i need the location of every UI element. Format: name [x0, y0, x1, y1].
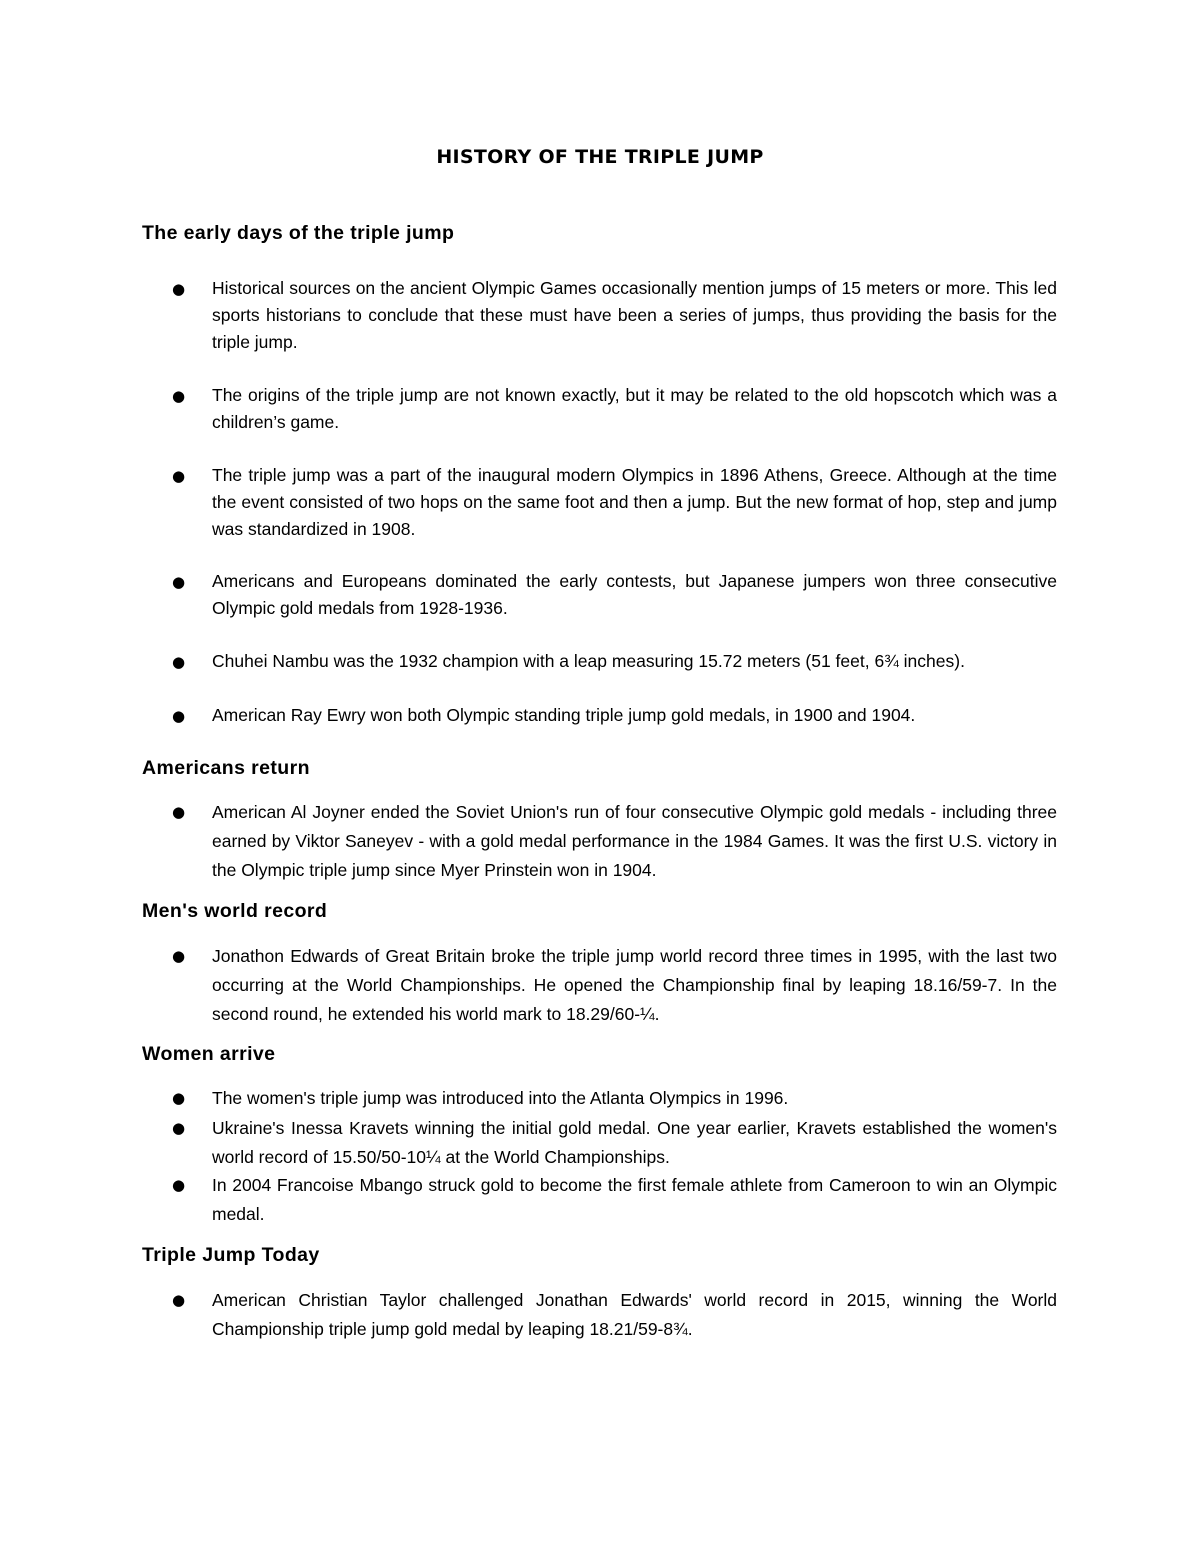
section-heading-americans-return: Americans return	[142, 757, 310, 779]
bullet-icon: ●	[172, 1119, 186, 1137]
section-heading-women-arrive: Women arrive	[142, 1043, 276, 1065]
bullet-icon: ●	[172, 947, 186, 965]
bullet-icon: ●	[172, 467, 186, 485]
list-item: Historical sources on the ancient Olympic Games occasionally mention jumps of 15 meters or more. This led sports historians to conclude that these must have been a series of jumps, thus providing the basis for the triple jump.	[212, 278, 1057, 352]
list-item: The triple jump was a part of the inaugural modern Olympics in 1896 Athens, Greece. Although at the time the event consisted of two hops on the same foot and then a jump. But the new format of hop, step and jump was standardized in 1908.	[212, 465, 1057, 539]
list-item: Ukraine's Inessa Kravets winning the initial gold medal. One year earlier, Kravets established the women's world record of 15.50/50-10¼ at the World Championships.	[212, 1118, 1057, 1167]
list-item: American Ray Ewry won both Olympic standing triple jump gold medals, in 1900 and 1904.	[212, 705, 916, 725]
bullet-icon: ●	[172, 1291, 186, 1309]
bullet-icon: ●	[172, 707, 186, 725]
bullet-icon: ●	[172, 1176, 186, 1194]
section-heading-early-days: The early days of the triple jump	[142, 222, 455, 244]
bullet-icon: ●	[172, 1089, 186, 1107]
list-item: In 2004 Francoise Mbango struck gold to become the first female athlete from Cameroon to win an Olympic medal.	[212, 1175, 1057, 1224]
section-heading-mens-world-record: Men's world record	[142, 900, 328, 922]
bullet-icon: ●	[172, 573, 186, 591]
list-item: American Christian Taylor challenged Jonathan Edwards' world record in 2015, winning the World Championship triple jump gold medal by leaping 18.21/59-8¾.	[212, 1290, 1057, 1339]
section-heading-triple-jump-today: Triple Jump Today	[142, 1244, 320, 1266]
list-item: Americans and Europeans dominated the early contests, but Japanese jumpers won three consecutive Olympic gold medals from 1928-1936.	[212, 571, 1057, 618]
list-item: The origins of the triple jump are not known exactly, but it may be related to the old hopscotch which was a children’s game.	[212, 385, 1057, 432]
bullet-icon: ●	[172, 803, 186, 821]
bullet-icon: ●	[172, 280, 186, 298]
list-item: Jonathon Edwards of Great Britain broke the triple jump world record three times in 1995, with the last two occurring at the World Championships. He opened the Championship final by leaping 18.16/59-7. In the second round, he extended his world mark to 18.29/60-¼.	[212, 946, 1057, 1024]
list-item: The women's triple jump was introduced into the Atlanta Olympics in 1996.	[212, 1088, 789, 1108]
bullet-icon: ●	[172, 387, 186, 405]
list-item: American Al Joyner ended the Soviet Union's run of four consecutive Olympic gold medals - including three earned by Viktor Saneyev - with a gold medal performance in the 1984 Games. It was the first U.S. victory in the Olympic triple jump since Myer Prinstein won in 1904.	[212, 802, 1057, 880]
document-title: HISTORY OF THE TRIPLE JUMP	[436, 146, 764, 168]
list-item: Chuhei Nambu was the 1932 champion with a leap measuring 15.72 meters (51 feet, 6¾ inches).	[212, 651, 965, 671]
bullet-icon: ●	[172, 653, 186, 671]
